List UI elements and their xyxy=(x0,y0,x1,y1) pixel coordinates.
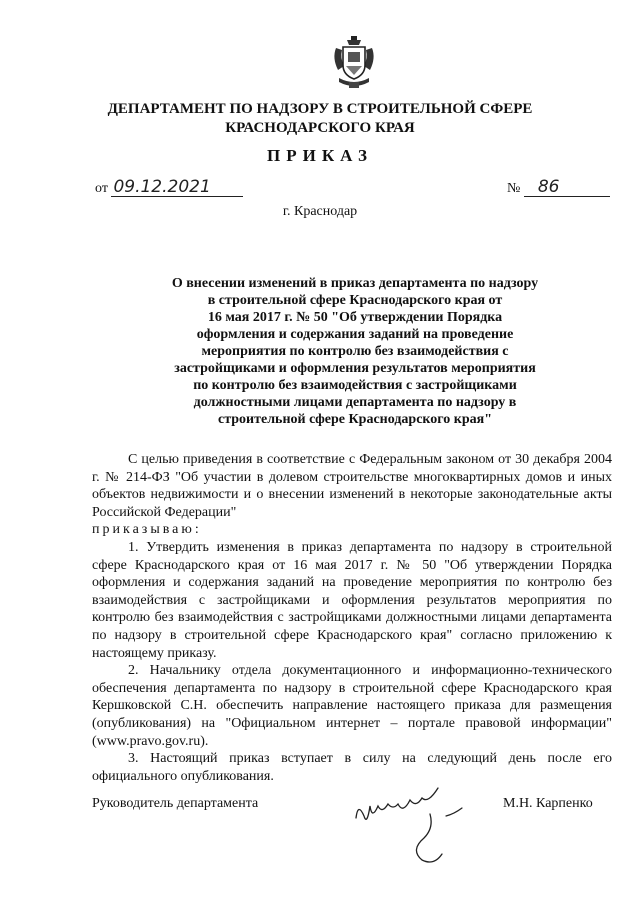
title-line: оформления и содержания заданий на проведение xyxy=(196,327,514,342)
signatory-name: М.Н. Карпенко xyxy=(503,796,593,811)
title-line: строительной сфере Краснодарского края" xyxy=(217,412,492,427)
title-line: О внесении изменений в приказ департамента по надзору xyxy=(171,276,539,291)
title-line: должностными лицами департамента по надзору в xyxy=(193,395,517,410)
date-field xyxy=(95,178,243,197)
intro-paragraph: С целью приведения в соответствие с Федеральным законом от 30 декабря 2004 г. № 214-ФЗ "Об участии в долевом строительстве многоквартирных домов и иных объектов недвижимости и о внесении изменений в некоторые законодательные акты Российской Федерации" xyxy=(92,452,612,520)
title-line: застройщиками и оформления результатов мероприятия xyxy=(174,361,536,376)
document-type: ПРИКАЗ xyxy=(267,146,373,165)
title-line: мероприятия по контролю без взаимодействия с xyxy=(201,344,509,359)
order-item-1: 1. Утвердить изменения в приказ департамента по надзору в строительной сфере Краснодарского края от 16 мая 2017 г. № 50 "Об утверждении Порядка оформления и содержания заданий на проведение мероприятия по контролю без взаимодействия с застройщиками и оформления результатов мероприятия по контролю без взаимодействия с застройщиками должностными лицами департамента по надзору в строительной сфере Краснодарского края" согласно приложению к настоящему приказу. xyxy=(92,539,612,661)
organization-name-line-2: КРАСНОДАРСКОГО КРАЯ xyxy=(225,120,415,136)
city: г. Краснодар xyxy=(282,204,358,219)
title-line: 16 мая 2017 г. № 50 "Об утверждении Порядка xyxy=(207,310,503,325)
document-title xyxy=(150,275,560,428)
title-line: в строительной сфере Краснодарского края от xyxy=(207,293,503,308)
organization-name-line-1: ДЕПАРТАМЕНТ ПО НАДЗОРУ В СТРОИТЕЛЬНОЙ СФЕРЕ xyxy=(107,101,533,117)
handwritten-number: 86 xyxy=(524,178,610,197)
order-item-3: 3. Настоящий приказ вступает в силу на следующий день после его официального опубликования. xyxy=(92,751,612,784)
order-item-2: 2. Начальнику отдела документационного и информационно-технического обеспечения департамента по надзору в строительной сфере Краснодарского края Кершковской С.Н. обеспечить направление настоящего приказа для размещения (опубликования) на "Официальном интернет – портале правовой информации" (www.pravo.gov.ru). xyxy=(92,663,612,749)
title-line: по контролю без взаимодействия с застройщиками xyxy=(193,378,517,393)
handwritten-date: 09.12.2021 xyxy=(111,178,243,197)
document-body xyxy=(92,451,612,785)
organization-name xyxy=(0,100,640,138)
date-prefix: от xyxy=(95,181,108,196)
coat-of-arms-emblem xyxy=(331,30,377,90)
signatory-position: Руководитель департамента xyxy=(92,796,259,811)
number-field xyxy=(507,178,610,197)
order-word: приказываю: xyxy=(92,522,202,538)
handwritten-signature xyxy=(342,778,472,863)
number-prefix: № xyxy=(507,181,521,196)
